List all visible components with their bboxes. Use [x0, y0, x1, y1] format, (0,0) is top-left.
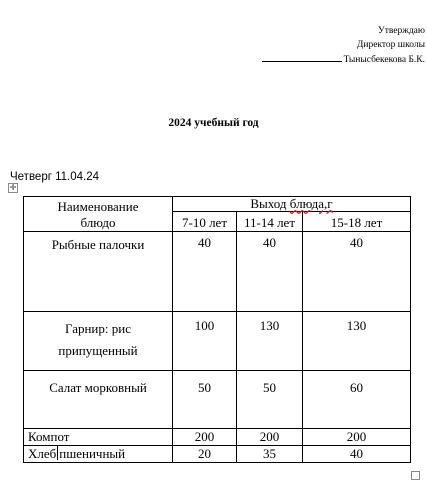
header-dish-name-line1: Наименование: [57, 199, 139, 214]
approval-line-signature: [262, 52, 425, 68]
value-cell[interactable]: 40: [237, 232, 303, 312]
day-date-label: Четверг 11.04.24: [10, 171, 100, 183]
table-row: [24, 371, 411, 429]
value-cell[interactable]: 60: [303, 371, 411, 429]
header-output-word: блюда,г: [289, 196, 333, 211]
value-cell[interactable]: 40: [303, 232, 411, 312]
header-age-group[interactable]: 15-18 лет: [303, 212, 411, 232]
header-output-prefix: Выход: [250, 196, 290, 211]
dish-name-cell[interactable]: Гарнир: рис припущенный: [24, 312, 173, 371]
approval-line-director: Директор школы: [356, 39, 425, 50]
table-row: [24, 446, 411, 463]
dish-name-cell[interactable]: [24, 446, 173, 463]
dish-name-part: Хлеб: [28, 446, 57, 461]
value-cell[interactable]: 130: [303, 312, 411, 371]
value-cell[interactable]: 100: [173, 312, 237, 371]
table-resize-icon[interactable]: [411, 471, 420, 480]
value-cell[interactable]: 40: [173, 232, 237, 312]
header-dish-name[interactable]: [24, 197, 173, 232]
table-row: [24, 312, 411, 371]
table-row: [24, 232, 411, 312]
header-dish-name-line2: блюдо: [80, 215, 116, 230]
table-move-icon[interactable]: ✛: [9, 183, 17, 192]
value-cell[interactable]: 40: [303, 446, 411, 463]
value-cell[interactable]: 20: [173, 446, 237, 463]
dish-name-cell[interactable]: Компот: [24, 429, 173, 446]
dish-name-cell[interactable]: Рыбные палочки: [24, 232, 173, 312]
value-cell[interactable]: 35: [237, 446, 303, 463]
dish-name-cell[interactable]: Салат морковный: [24, 371, 173, 429]
menu-table: [23, 196, 411, 463]
header-age-group[interactable]: 7-10 лет: [173, 212, 237, 232]
value-cell[interactable]: 200: [303, 429, 411, 446]
value-cell[interactable]: 50: [237, 371, 303, 429]
signature-line: [262, 52, 342, 62]
table-row: [24, 429, 411, 446]
value-cell[interactable]: 200: [237, 429, 303, 446]
approval-block: [262, 25, 425, 68]
table-header-row: [24, 197, 411, 212]
value-cell[interactable]: 200: [173, 429, 237, 446]
header-output[interactable]: [173, 197, 411, 212]
value-cell[interactable]: 50: [173, 371, 237, 429]
director-name: Тынысбекекова Б.К.: [343, 55, 425, 65]
value-cell[interactable]: 130: [237, 312, 303, 371]
dish-name-part: пшеничный: [59, 446, 126, 461]
approval-line-approve: Утверждаю: [378, 26, 425, 36]
header-age-group[interactable]: 11-14 лет: [237, 212, 303, 232]
year-title: 2024 учебный год: [168, 117, 259, 129]
